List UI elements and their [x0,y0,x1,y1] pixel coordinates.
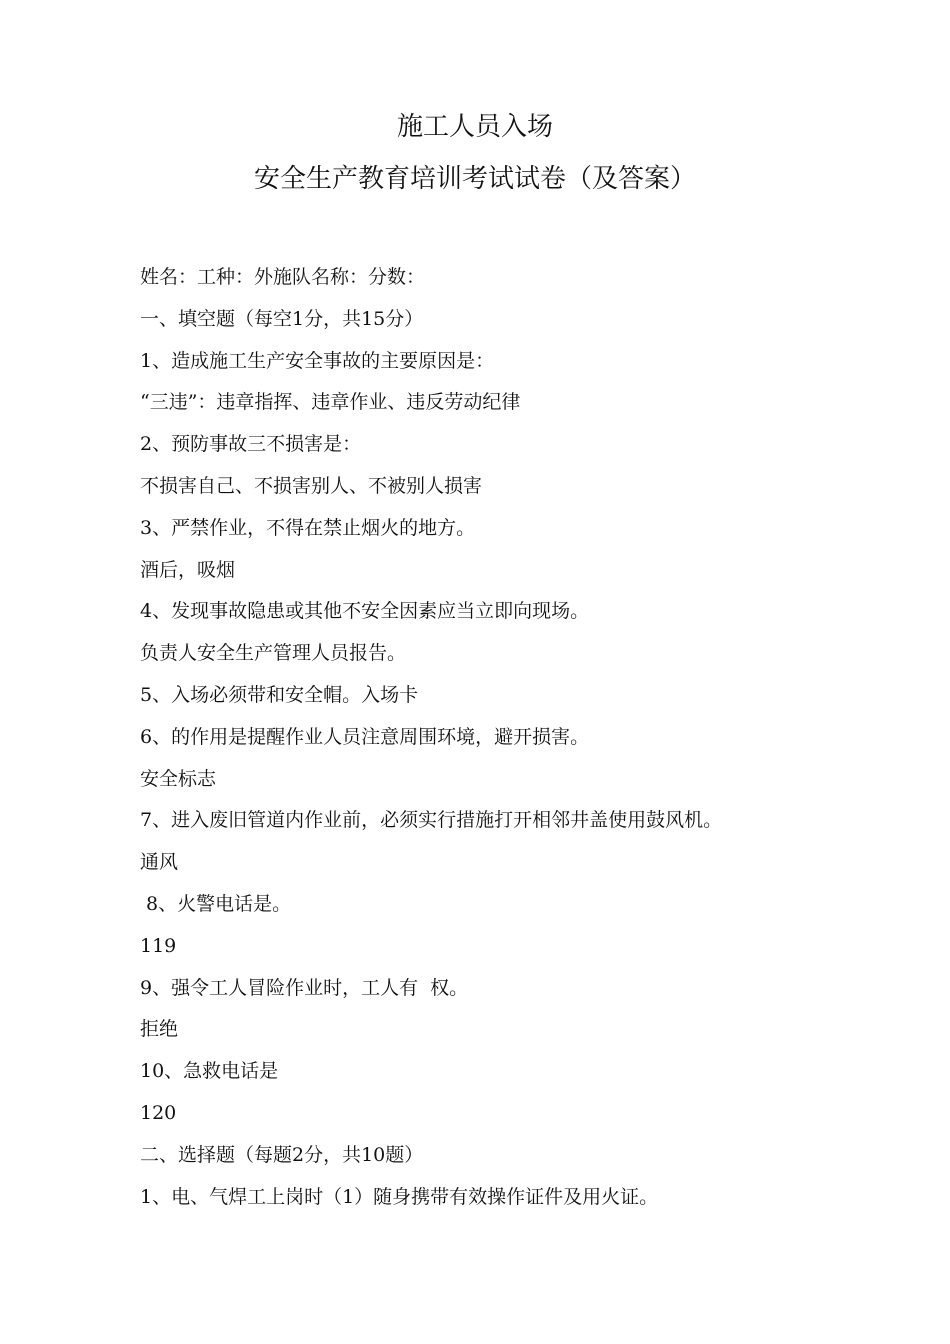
answer-8: 119 [140,934,177,957]
answer-10: 120 [140,1101,177,1124]
question-5: 5、入场必须带和安全帽。入场卡 [140,683,419,706]
question-9: 9、强令工人冒险作业时，工人有 权。 [140,976,469,999]
answer-1: “三违”：违章指挥、违章作业、违反劳动纪律 [140,391,521,414]
section-heading-fill-in: 一、填空题（每空1分，共15分） [140,307,424,330]
question-4: 4、发现事故隐患或其他不安全因素应当立即向现场。 [140,600,590,623]
answer-2: 不损害自己、不损害别人、不被别人损害 [140,474,483,497]
answer-3: 酒后，吸烟 [140,558,236,581]
section-heading-multiple-choice: 二、选择题（每题2分，共10题） [140,1143,424,1166]
answer-4: 负责人安全生产管理人员报告。 [140,642,407,665]
exam-header-fields: 姓名：工种：外施队名称：分数： [140,266,426,288]
question-6: 6、的作用是提醒作业人员注意周围环境，避开损害。 [140,725,590,748]
question-1: 1、造成施工生产安全事故的主要原因是： [140,349,495,372]
question-3: 3、严禁作业，不得在禁止烟火的地方。 [140,516,476,539]
question-8: 8、火警电话是。 [140,892,292,915]
document-title: 施工人员入场 [396,112,553,142]
choice-question-1: 1、电、气焊工上岗时（1）随身携带有效操作证件及用火证。 [140,1185,659,1208]
question-2: 2、预防事故三不损害是： [140,433,362,456]
answer-9: 拒绝 [140,1018,179,1041]
document-subtitle: 安全生产教育培训考试试卷（及答案） [253,164,696,194]
question-7: 7、进入废旧管道内作业前，必须实行措施打开相邻井盖使用鼓风机。 [140,809,723,832]
answer-6: 安全标志 [140,767,217,790]
document-body [140,262,930,1223]
answer-7: 通风 [140,851,179,874]
question-10: 10、急救电话是 [140,1060,279,1083]
